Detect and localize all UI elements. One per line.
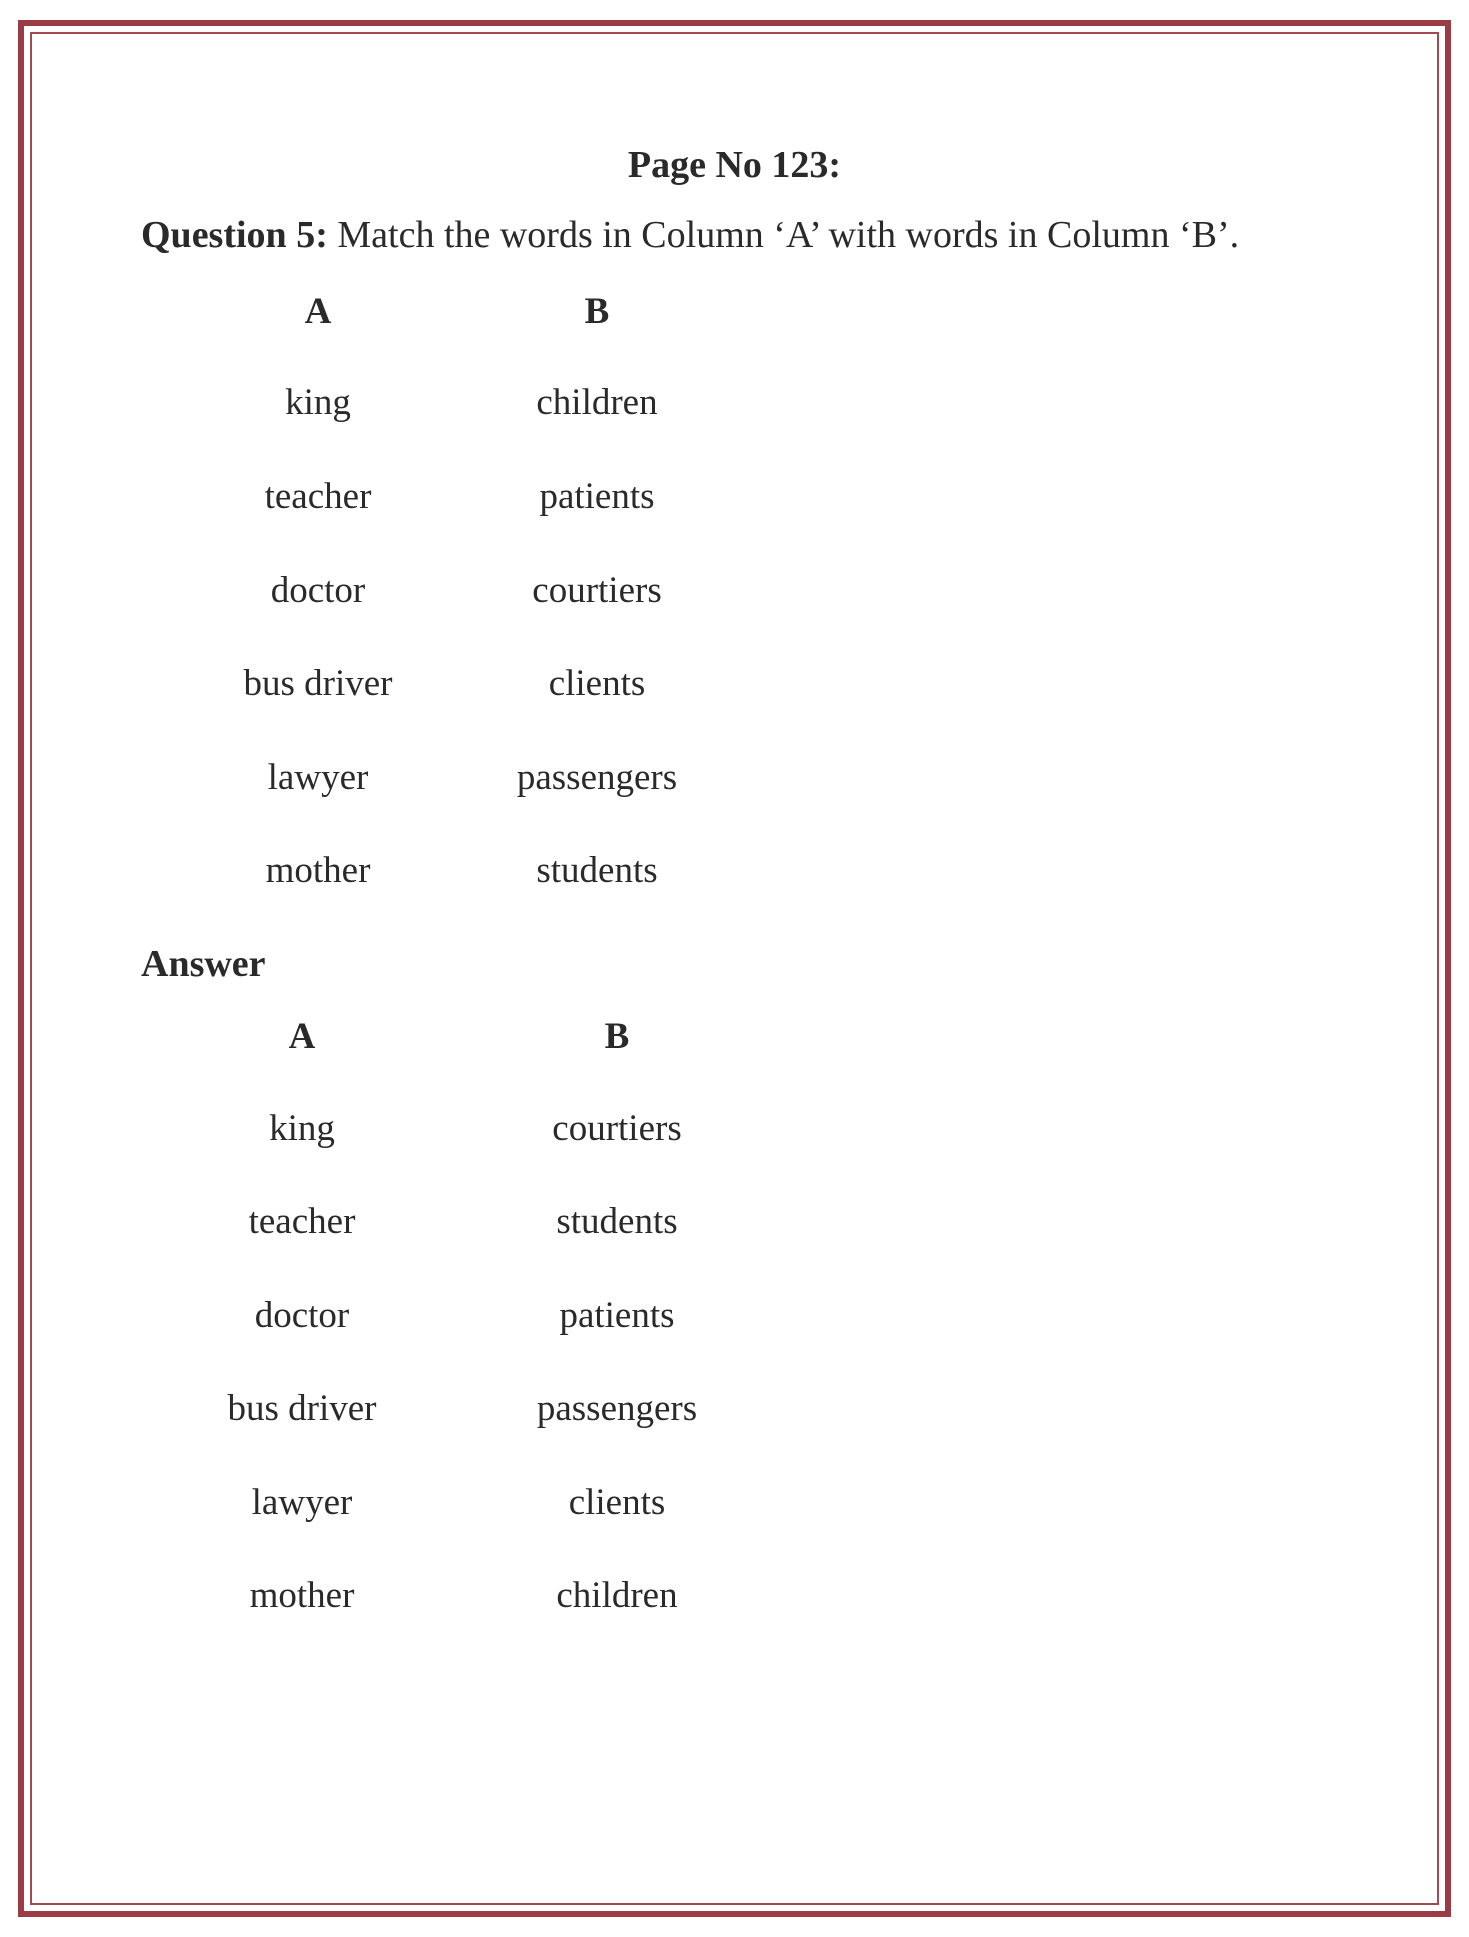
- question-text: [141, 213, 1239, 257]
- table2-a-item: lawyer: [251, 1482, 353, 1523]
- table1-b-item: courtiers: [532, 570, 662, 611]
- table2-head-b: B: [604, 1016, 630, 1057]
- table1-head-a: A: [304, 291, 332, 332]
- table1-a-item: mother: [265, 850, 371, 891]
- table2-b-item: students: [556, 1201, 678, 1242]
- table2-head-a: A: [288, 1016, 316, 1057]
- question-label: Question 5:: [141, 214, 328, 256]
- table2-b-item: patients: [559, 1295, 675, 1336]
- page-title: Page No 123:: [627, 144, 842, 186]
- table2-a-item: doctor: [254, 1295, 350, 1336]
- question-body: Match the words in Column ‘A’ with words in Column ‘B’.: [327, 214, 1240, 256]
- table2-b-item: passengers: [536, 1388, 698, 1429]
- table2-b-item: clients: [568, 1482, 666, 1523]
- table2-a-item: teacher: [248, 1201, 356, 1242]
- table2-a-item: king: [269, 1108, 335, 1149]
- answer-heading: Answer: [141, 943, 266, 985]
- table2-a-item: bus driver: [227, 1388, 377, 1429]
- table1-a-item: king: [285, 382, 351, 423]
- table1-b-item: children: [536, 382, 658, 423]
- table2-b-item: courtiers: [552, 1108, 682, 1149]
- table1-b-item: patients: [539, 476, 655, 517]
- table1-b-item: passengers: [516, 757, 678, 798]
- table1-a-item: teacher: [264, 476, 372, 517]
- table1-b-item: students: [536, 850, 658, 891]
- table1-a-item: lawyer: [267, 757, 369, 798]
- table1-a-item: bus driver: [243, 663, 393, 704]
- table2-a-item: mother: [249, 1575, 355, 1616]
- table1-head-b: B: [584, 291, 610, 332]
- table1-b-item: clients: [548, 663, 646, 704]
- table2-b-item: children: [556, 1575, 678, 1616]
- table1-a-item: doctor: [270, 570, 366, 611]
